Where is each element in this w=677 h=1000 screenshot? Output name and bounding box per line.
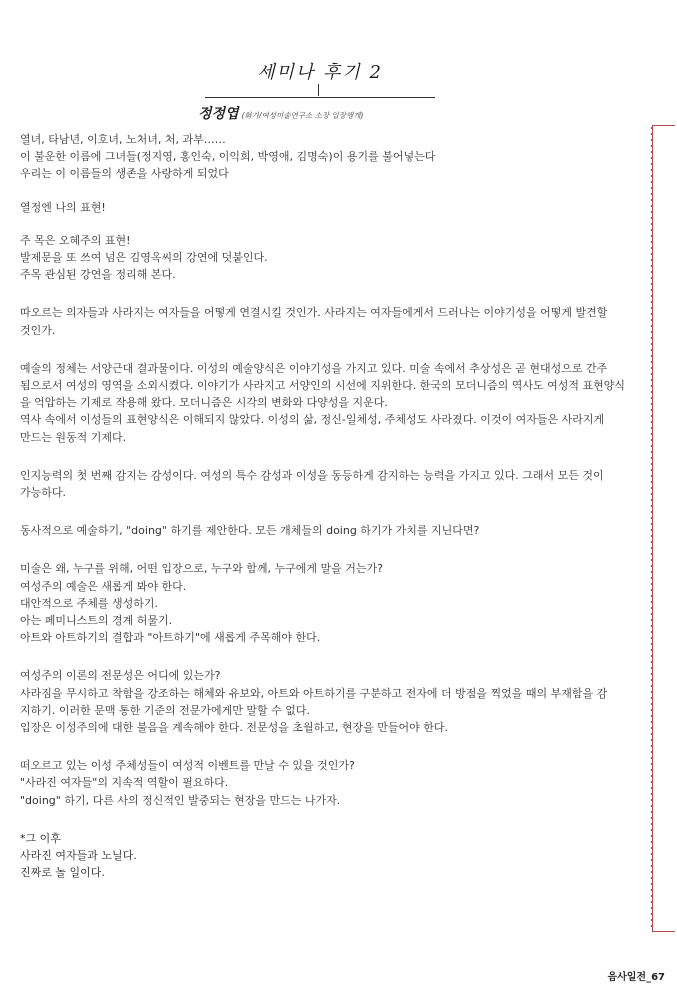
paragraph-line: 진짜로 놀 일이다. — [20, 866, 105, 880]
author-name: 정정엽 — [198, 106, 239, 122]
margin-dots-decoration — [649, 125, 655, 930]
paragraph-line: 여성주의 예술은 새롭게 봐야 한다. — [20, 579, 187, 593]
page-title: 세미나 후기 2 — [257, 62, 383, 83]
page-number: 음사일전_67 — [607, 972, 665, 983]
paragraph-line: 역사 속에서 이성들의 표현양식은 이해되지 않았다. 이성의 삶, 정신-일체성, 주체성도 사라졌다. 이것이 여자들은 사라지게 — [20, 413, 605, 427]
title-divider-vertical — [318, 84, 319, 96]
author-affiliation: (화가/여성미술연구소 소장 입장행개) — [241, 111, 364, 120]
paragraph-line: 사라진 여자들과 노닐다. — [20, 849, 137, 863]
paragraph-line: 인지능력의 첫 번째 감지는 감성이다. 여성의 특수 감성과 이성을 동등하게 감지하는 능력을 가지고 있다. 그래서 모든 것이 — [20, 468, 604, 482]
paragraph-line: 따오르는 의자들과 사라지는 여자들을 어떻게 연결시킬 것인가. 사라지는 여자들에게서 드러나는 이야기성을 어떻게 발견할 — [20, 306, 608, 320]
paragraph-line: 입장은 이성주의에 대한 불음을 계속해야 한다. 전문성을 초월하고, 현장을 만들어야 한다. — [20, 721, 448, 735]
paragraph-line: 아는 페미니스트의 경계 허물기. — [20, 614, 173, 628]
paragraph-line: 우리는 이 이름들의 생존을 사랑하게 되었다 — [20, 167, 229, 181]
paragraph-line: 주목 관심된 강연을 정리해 본다. — [20, 268, 176, 282]
paragraph-line: 미술은 왜, 누구를 위해, 어떤 입장으로, 누구와 함께, 누구에게 말을 거는가? — [20, 562, 383, 576]
paragraph-line: 열녀, 타남년, 이호녀, 노처녀, 처, 과부…… — [20, 133, 226, 146]
paragraph-line: 됨으로서 여성의 영역을 소외시켰다. 이야기가 사라지고 서양인의 시선에 지위한다. 한국의 모더니즘의 역사도 여성적 표현양식 — [20, 379, 625, 393]
paragraph-line: 떠오르고 있는 이성 주체성들이 여성적 이벤트를 만날 수 있을 것인가? — [20, 759, 355, 773]
paragraph-line: "사라진 여자들"의 지속적 역할이 필요하다. — [20, 776, 229, 790]
paragraph-line: *그 이후 — [20, 831, 61, 845]
author-line — [198, 103, 458, 123]
paragraph-line: 이 불운한 이름에 그녀들(정지영, 홍인숙, 이익희, 박영애, 김명숙)이 용기를 불어넣는다 — [20, 150, 436, 164]
article-body — [20, 131, 638, 882]
paragraph-line: 주 목은 오혜주의 표현! — [20, 233, 131, 247]
paragraph-line: 동사적으로 예술하기, "doing" 하기를 제안한다. 모든 개체들의 doing 하기가 가치를 지닌다면? — [20, 524, 480, 538]
paragraph-line: "doing" 하기, 다른 사의 정신적인 발중되는 현장을 만드는 나가자. — [20, 793, 341, 807]
paragraph-line: 가능하다. — [20, 486, 67, 500]
paragraph-line: 지하기. 이러한 문맥 통한 기준의 전문가에게만 말할 수 없다. — [20, 703, 310, 717]
paragraph-line: 여성주의 이론의 전문성은 어디에 있는가? — [20, 669, 221, 683]
paragraph-line: 대안적으로 주체를 생성하기. — [20, 596, 159, 610]
paragraph-line: 열정엔 나의 표현! — [20, 200, 106, 214]
title-divider — [205, 97, 435, 98]
paragraph-line: 것인가. — [20, 323, 56, 337]
paragraph-line: 만드는 원동적 기제다. — [20, 430, 127, 444]
margin-bracket-decoration — [652, 125, 675, 932]
paragraph-line: 사라짐을 무시하고 착함을 강조하는 해체와 유보와, 아트와 아트하기를 구분하고 전자에 더 방점을 찍었을 때의 부재함을 감 — [20, 686, 608, 700]
paragraph-line: 아트와 아트하기의 결합과 "아트하기"에 새롭게 주목해야 한다. — [20, 631, 321, 645]
paragraph-line: 발제문을 또 쓰여 넘은 김영옥씨의 강연에 덧붙인다. — [20, 251, 268, 265]
paragraph-line: 예술의 정체는 서양근대 결과물이다. 이성의 예술양식은 이야기성을 가지고 있다. 미술 속에서 추상성은 곧 현대성으로 간주 — [20, 361, 608, 375]
paragraph-line: 을 억압하는 기제로 작용해 왔다. 모더니즘은 시각의 변화와 다양성을 지운다. — [20, 396, 388, 410]
